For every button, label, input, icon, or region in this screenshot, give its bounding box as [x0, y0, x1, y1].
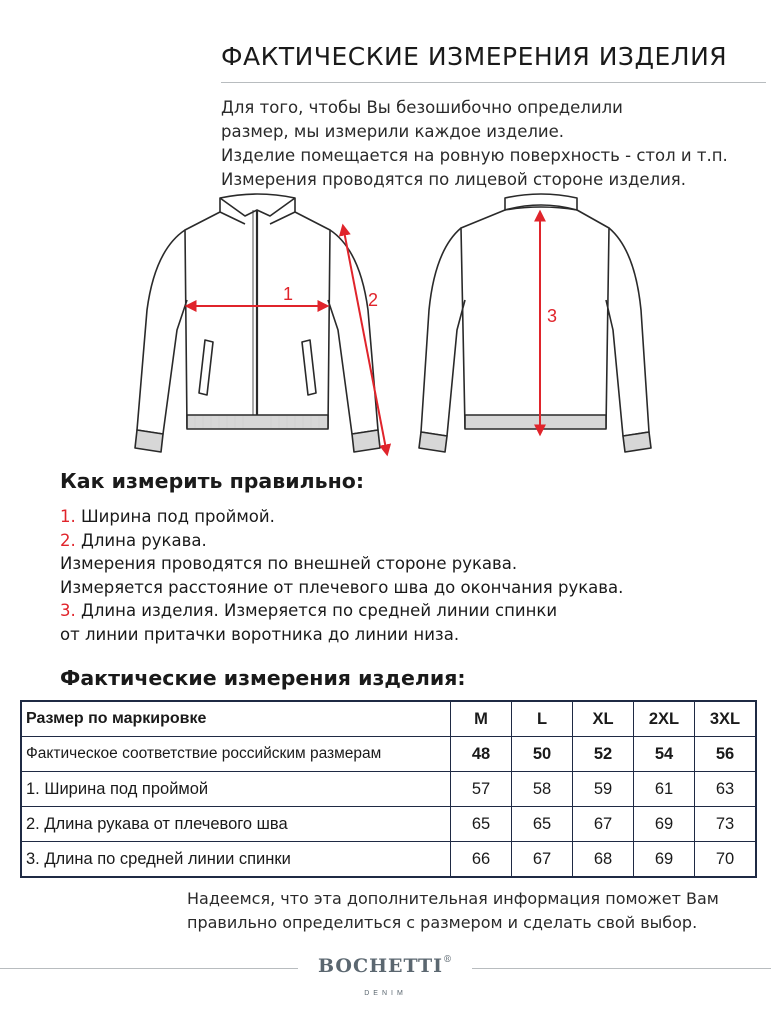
row-label: 2. Длина рукава от плечевого шва: [21, 807, 451, 842]
item-text: Ширина под проймой.: [75, 507, 275, 526]
item-text: Длина рукава.: [75, 530, 207, 550]
howto-instructions: [60, 505, 623, 646]
item-text: Длина изделия. Измеряется по средней линии спинки: [75, 601, 558, 620]
value-cell: 69: [634, 842, 695, 878]
value-cell: 66: [451, 842, 512, 878]
title-divider: [221, 82, 766, 83]
value-cell: 73: [695, 807, 757, 842]
table-row: [21, 737, 756, 772]
intro-line: размер, мы измерили каждое изделие.: [221, 122, 565, 141]
value-cell: 65: [512, 807, 573, 842]
closing-line: Надеемся, что эта дополнительная информация поможет Вам: [187, 889, 719, 908]
howto-heading: Как измерить правильно:: [60, 469, 365, 493]
brand-logo: [0, 955, 771, 977]
table-row: [21, 842, 756, 878]
intro-line: Измерения проводятся по лицевой стороне изделия.: [221, 170, 686, 189]
value-cell: 59: [573, 772, 634, 807]
value-cell: 65: [451, 807, 512, 842]
page-title: ФАКТИЧЕСКИЕ ИЗМЕРЕНИЯ ИЗДЕЛИЯ: [221, 42, 728, 71]
value-cell: 69: [634, 807, 695, 842]
howto-item-2: [60, 529, 623, 553]
value-cell: 68: [573, 842, 634, 878]
row-label: 3. Длина по средней линии спинки: [21, 842, 451, 878]
table-row: [21, 807, 756, 842]
value-cell: 52: [573, 737, 634, 772]
size-table: [20, 700, 757, 878]
measure-label-1: 1: [283, 284, 294, 304]
intro-line: Изделие помещается на ровную поверхность - стол и т.п.: [221, 146, 728, 165]
value-cell: 70: [695, 842, 757, 878]
row-label: 1. Ширина под проймой: [21, 772, 451, 807]
value-cell: 67: [512, 842, 573, 878]
jacket-front-illustration: [125, 190, 405, 465]
value-cell: 50: [512, 737, 573, 772]
size-cell: L: [512, 701, 573, 737]
intro-line: Для того, чтобы Вы безошибочно определили: [221, 98, 623, 117]
value-cell: 57: [451, 772, 512, 807]
jacket-back-illustration: [413, 190, 663, 465]
measure-label-3: 3: [547, 306, 558, 326]
brand-subtitle: DENIM: [364, 990, 407, 997]
registered-mark: ®: [443, 955, 453, 965]
value-cell: 56: [695, 737, 757, 772]
item-number: 1.: [60, 507, 76, 526]
size-cell: 2XL: [634, 701, 695, 737]
table-row: [21, 772, 756, 807]
value-cell: 67: [573, 807, 634, 842]
size-cell: XL: [573, 701, 634, 737]
closing-text: [187, 887, 719, 935]
howto-line: Измерения проводятся по внешней стороне рукава.: [60, 554, 518, 573]
howto-line: от линии притачки воротника до линии низа.: [60, 624, 460, 644]
intro-text: [221, 96, 728, 192]
closing-line: правильно определиться с размером и сделать свой выбор.: [187, 913, 698, 932]
value-cell: 61: [634, 772, 695, 807]
howto-item-1: [60, 505, 623, 529]
table-header-row: [21, 701, 756, 737]
header-label-cell: Размер по маркировке: [21, 701, 451, 737]
value-cell: 48: [451, 737, 512, 772]
value-cell: 54: [634, 737, 695, 772]
size-cell: 3XL: [695, 701, 757, 737]
howto-item-3: [60, 599, 623, 623]
item-number: 2.: [60, 530, 76, 550]
table-heading: Фактические измерения изделия:: [60, 666, 466, 690]
row-label: Фактическое соответствие российским размерам: [21, 737, 451, 772]
value-cell: 58: [512, 772, 573, 807]
item-number: 3.: [60, 601, 76, 620]
brand-name: BOCHETTI: [317, 955, 443, 977]
value-cell: 63: [695, 772, 757, 807]
size-cell: M: [451, 701, 512, 737]
measure-label-2: 2: [368, 290, 379, 310]
howto-line: Измеряется расстояние от плечевого шва до окончания рукава.: [60, 577, 624, 597]
